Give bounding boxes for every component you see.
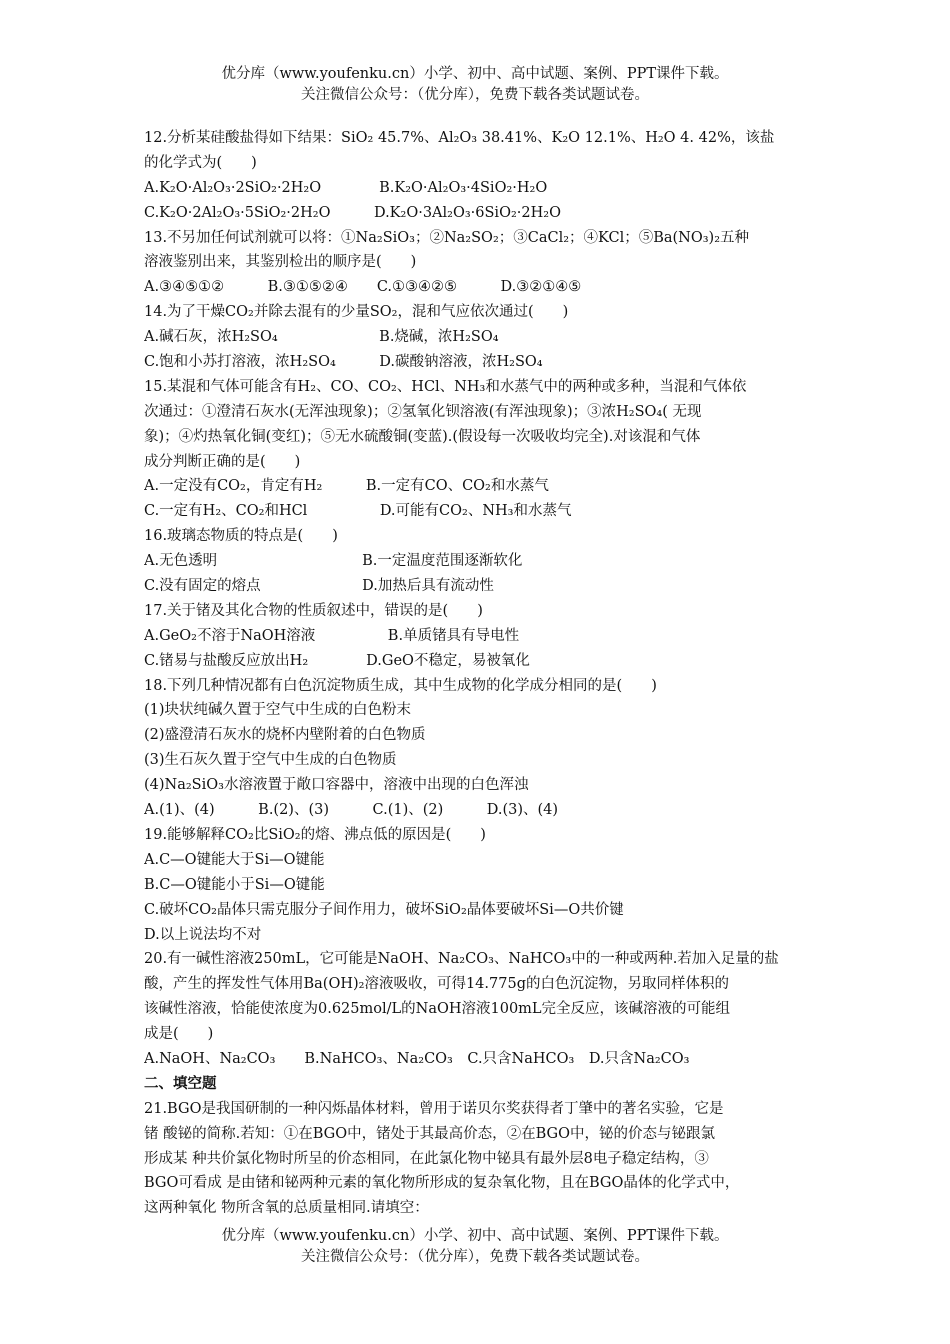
q17-stem: 17.关于锗及其化合物的性质叙述中，错误的是( ) (144, 602, 483, 619)
q20-line-4: 成是( ) (144, 1026, 214, 1043)
q12-options-cd: C.K₂O·2Al₂O₃·5SiO₂·2H₂O D.K₂O·3Al₂O₃·6SiO₂·2H₂O (144, 204, 561, 221)
q18-item-2: (2)盛澄清石灰水的烧杯内壁附着的白色物质 (144, 727, 426, 744)
page-footer (0, 1226, 950, 1268)
q13-line-2: 溶液鉴别出来，其鉴别检出的顺序是( ) (144, 254, 417, 271)
section-title-fill-in: 二、填空题 (144, 1075, 217, 1092)
q14-stem: 14.为了干燥CO₂并除去混有的少量SO₂，混和气应依次通过( ) (144, 304, 569, 321)
footer-line-1: 优分库（www.youfenku.cn）小学、初中、高中试题、案例、PPT课件下载。 (221, 1228, 729, 1244)
q21-line-5: 这两种氧化 物所含氧的总质量相同.请填空： (144, 1200, 429, 1217)
q18-item-4: (4)Na₂SiO₃水溶液置于敞口容器中，溶液中出现的白色浑浊 (144, 777, 529, 794)
q20-line-1: 20.有一碱性溶液250mL，它可能是NaOH、Na₂CO₃、NaHCO₃中的一种或两种.若加入足量的盐 (144, 951, 779, 968)
q16-stem: 16.玻璃态物质的特点是( ) (144, 528, 338, 545)
q15-line-2: 次通过：①澄清石灰水(无浑浊现象)；②氢氧化钡溶液(有浑浊现象)；③浓H₂SO₄( 无现 (144, 403, 702, 420)
q14-options-cd: C.饱和小苏打溶液，浓H₂SO₄ D.碳酸钠溶液，浓H₂SO₄ (144, 354, 543, 371)
q19-option-d: D.以上说法均不对 (144, 926, 262, 943)
q19-option-b: B.C—O键能小于Si—O键能 (144, 876, 325, 893)
q21-line-4: BGO可看成 是由锗和铋两种元素的氧化物所形成的复杂氧化物，且在BGO晶体的化学式中， (144, 1175, 740, 1192)
q21-line-3: 形成某 种共价氯化物时所呈的价态相同，在此氯化物中铋具有最外层8电子稳定结构，③ (144, 1150, 709, 1167)
q20-options: A.NaOH、Na₂CO₃ B.NaHCO₃、Na₂CO₃ C.只含NaHCO₃ D.只含Na₂CO₃ (144, 1050, 690, 1067)
header-line-1: 优分库（www.youfenku.cn）小学、初中、高中试题、案例、PPT课件下载。 (221, 66, 729, 82)
q20-line-2: 酸，产生的挥发性气体用Ba(OH)₂溶液吸收，可得14.775g的白色沉淀物，另取同样体积的 (144, 976, 729, 993)
q12-line-1: 12.分析某硅酸盐得如下结果：SiO₂ 45.7%、Al₂O₃ 38.41%、K₂O 12.1%、H₂O 4. 42%，该盐 (144, 130, 775, 146)
q19-option-a: A.C—O键能大于Si—O键能 (144, 851, 325, 868)
q12-line-2: 的化学式为( ) (144, 154, 257, 171)
q16-options-ab: A.无色透明 B.一定温度范围逐渐软化 (144, 553, 523, 570)
page-header (0, 64, 950, 106)
q21-line-2: 锗 酸铋的简称.若知：①在BGO中，锗处于其最高价态，②在BGO中，铋的价态与铋跟氯 (144, 1125, 716, 1142)
q13-line-1: 13.不另加任何试剂就可以将：①Na₂SiO₃；②Na₂SO₂；③CaCl₂；④KCl；⑤Ba(NO₃)₂五种 (144, 229, 750, 246)
q20-line-3: 该碱性溶液，恰能使浓度为0.625mol/L的NaOH溶液100mL完全反应，该碱溶液的可能组 (144, 1001, 731, 1018)
q15-line-4: 成分判断正确的是( ) (144, 453, 301, 470)
q16-options-cd: C.没有固定的熔点 D.加热后具有流动性 (144, 578, 494, 595)
q17-options-cd: C.锗易与盐酸反应放出H₂ D.GeO不稳定，易被氧化 (144, 652, 530, 669)
q19-option-c: C.破坏CO₂晶体只需克服分子间作用力，破坏SiO₂晶体要破坏Si—O共价键 (144, 901, 624, 918)
q12-options-ab: A.K₂O·Al₂O₃·2SiO₂·2H₂O B.K₂O·Al₂O₃·4SiO₂·H₂O (144, 179, 548, 196)
q14-options-ab: A.碱石灰，浓H₂SO₄ B.烧碱，浓H₂SO₄ (144, 329, 499, 346)
q15-options-ab: A.一定没有CO₂，肯定有H₂ B.一定有CO、CO₂和水蒸气 (144, 478, 549, 495)
q17-options-ab: A.GeO₂不溶于NaOH溶液 B.单质锗具有导电性 (144, 627, 520, 644)
q15-options-cd: C.一定有H₂、CO₂和HCl D.可能有CO₂、NH₃和水蒸气 (144, 503, 572, 520)
q15-line-1: 15.某混和气体可能含有H₂、CO、CO₂、HCl、NH₃和水蒸气中的两种或多种，当混和气体依 (144, 378, 747, 395)
footer-line-2: 关注微信公众号：（优分库），免费下载各类试题试卷。 (301, 1249, 649, 1265)
q13-options: A.③④⑤①② B.③①⑤②④ C.①③④②⑤ D.③②①④⑤ (144, 279, 582, 296)
q19-stem: 19.能够解释CO₂比SiO₂的熔、沸点低的原因是( ) (144, 826, 486, 843)
q18-stem: 18.下列几种情况都有白色沉淀物质生成，其中生成物的化学成分相同的是( ) (144, 677, 657, 694)
question-body (144, 126, 816, 1221)
q18-item-3: (3)生石灰久置于空气中生成的白色物质 (144, 752, 397, 769)
q21-line-1: 21.BGO是我国研制的一种闪烁晶体材料，曾用于诺贝尔奖获得者丁肇中的著名实验，它是 (144, 1100, 724, 1117)
q15-line-3: 象)；④灼热氧化铜(变红)；⑤无水硫酸铜(变蓝).(假设每一次吸收均完全).对该混和气体 (144, 428, 701, 445)
header-line-2: 关注微信公众号：（优分库），免费下载各类试题试卷。 (301, 87, 649, 103)
q18-item-1: (1)块状纯碱久置于空气中生成的白色粉末 (144, 702, 412, 719)
q18-options: A.(1)、(4) B.(2)、(3) C.(1)、(2) D.(3)、(4) (144, 802, 559, 819)
